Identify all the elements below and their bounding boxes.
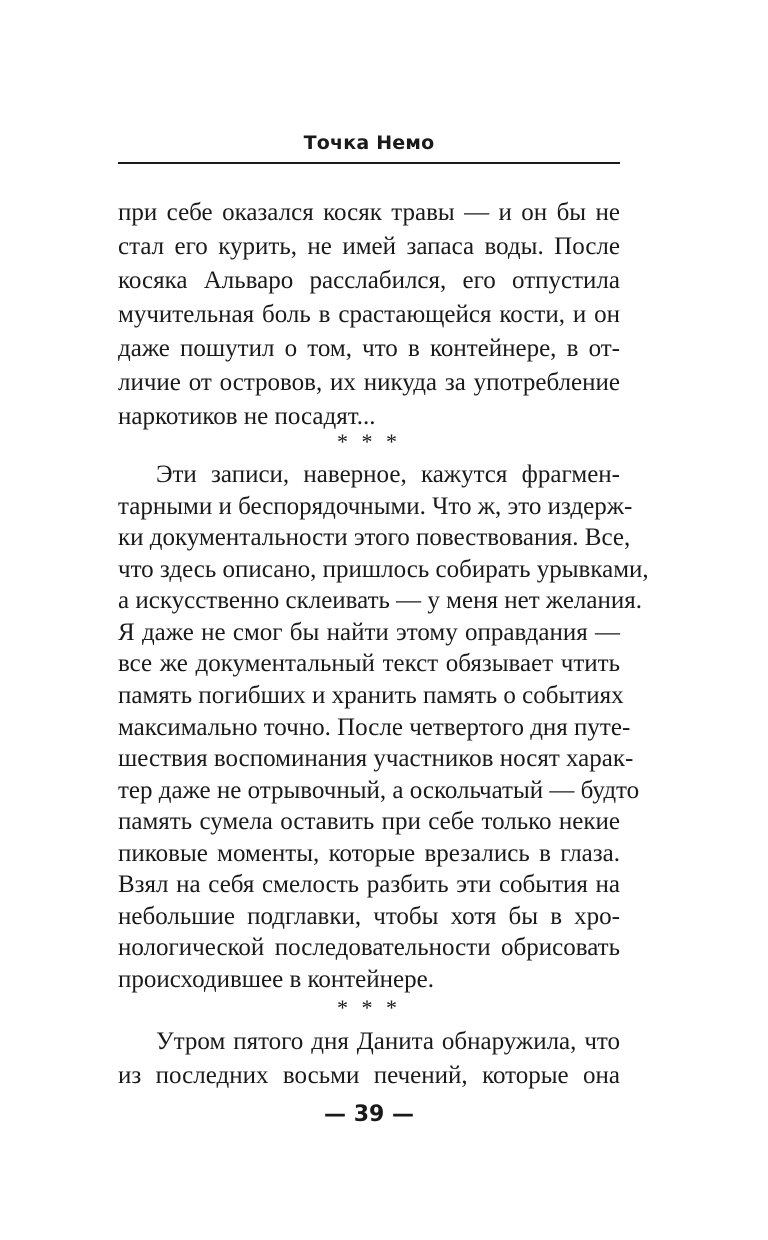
text-line: небольшие подглавки, чтобы хотя бы в хро- — [118, 903, 620, 930]
text-line: память сумела оставить при себе только некие — [118, 808, 620, 835]
text-line: тер даже не отрывочный, а оскольчатый — будто — [118, 777, 640, 804]
text-line: максимально точно. После четвертого дня путе- — [118, 714, 631, 741]
text-line: ки документальности этого повествования. Все, — [118, 524, 631, 551]
text-line: Я даже не смог бы найти этому оправдания — — [118, 619, 620, 646]
running-title: Точка Немо — [303, 132, 435, 154]
text-line: Утром пятого дня Данита обнаружила, что — [156, 1028, 620, 1055]
text-line: мучительная боль в срастающейся кости, и он — [118, 301, 620, 328]
text-line: происходившее в контейнере. — [118, 966, 434, 993]
text-line: при себе оказался косяк травы — и он бы не — [118, 199, 620, 226]
text-line: все же документальный текст обязывает чтить — [118, 650, 620, 677]
text-line: Взял на себя смелость разбить эти события на — [118, 871, 620, 898]
text-line: косяка Альваро расслабился, его отпустила — [118, 267, 620, 294]
text-line: даже пошутил о том, что в контейнере, в от- — [118, 335, 620, 362]
text-line: Эти записи, наверное, кажутся фрагмен- — [156, 461, 620, 488]
text-line: шествия воспоминания участников носят харак- — [118, 745, 634, 772]
text-line: а искусственно склеивать — у меня нет желания. — [118, 587, 642, 614]
text-line: что здесь описано, пришлось собирать урывками, — [118, 556, 649, 583]
header-rule — [118, 162, 620, 164]
text-line: личие от островов, их никуда за употребление — [118, 369, 620, 396]
text-line: наркотиков не посадят... — [118, 403, 376, 430]
text-line: пиковые моменты, которые врезались в глаза. — [118, 840, 620, 867]
text-line: нологической последовательности обрисовать — [118, 934, 620, 961]
section-separator: * * * — [337, 995, 401, 1020]
text-line: тарными и беспорядочными. Что ж, это издерж- — [118, 493, 633, 520]
text-line: память погибших и хранить память о событиях — [118, 682, 624, 709]
section-separator: * * * — [337, 429, 401, 454]
text-line: из последних восьми печений, которые она — [118, 1062, 620, 1089]
text-line: стал его курить, не имей запаса воды. После — [118, 233, 620, 260]
page-number: — 39 — — [324, 1102, 414, 1127]
